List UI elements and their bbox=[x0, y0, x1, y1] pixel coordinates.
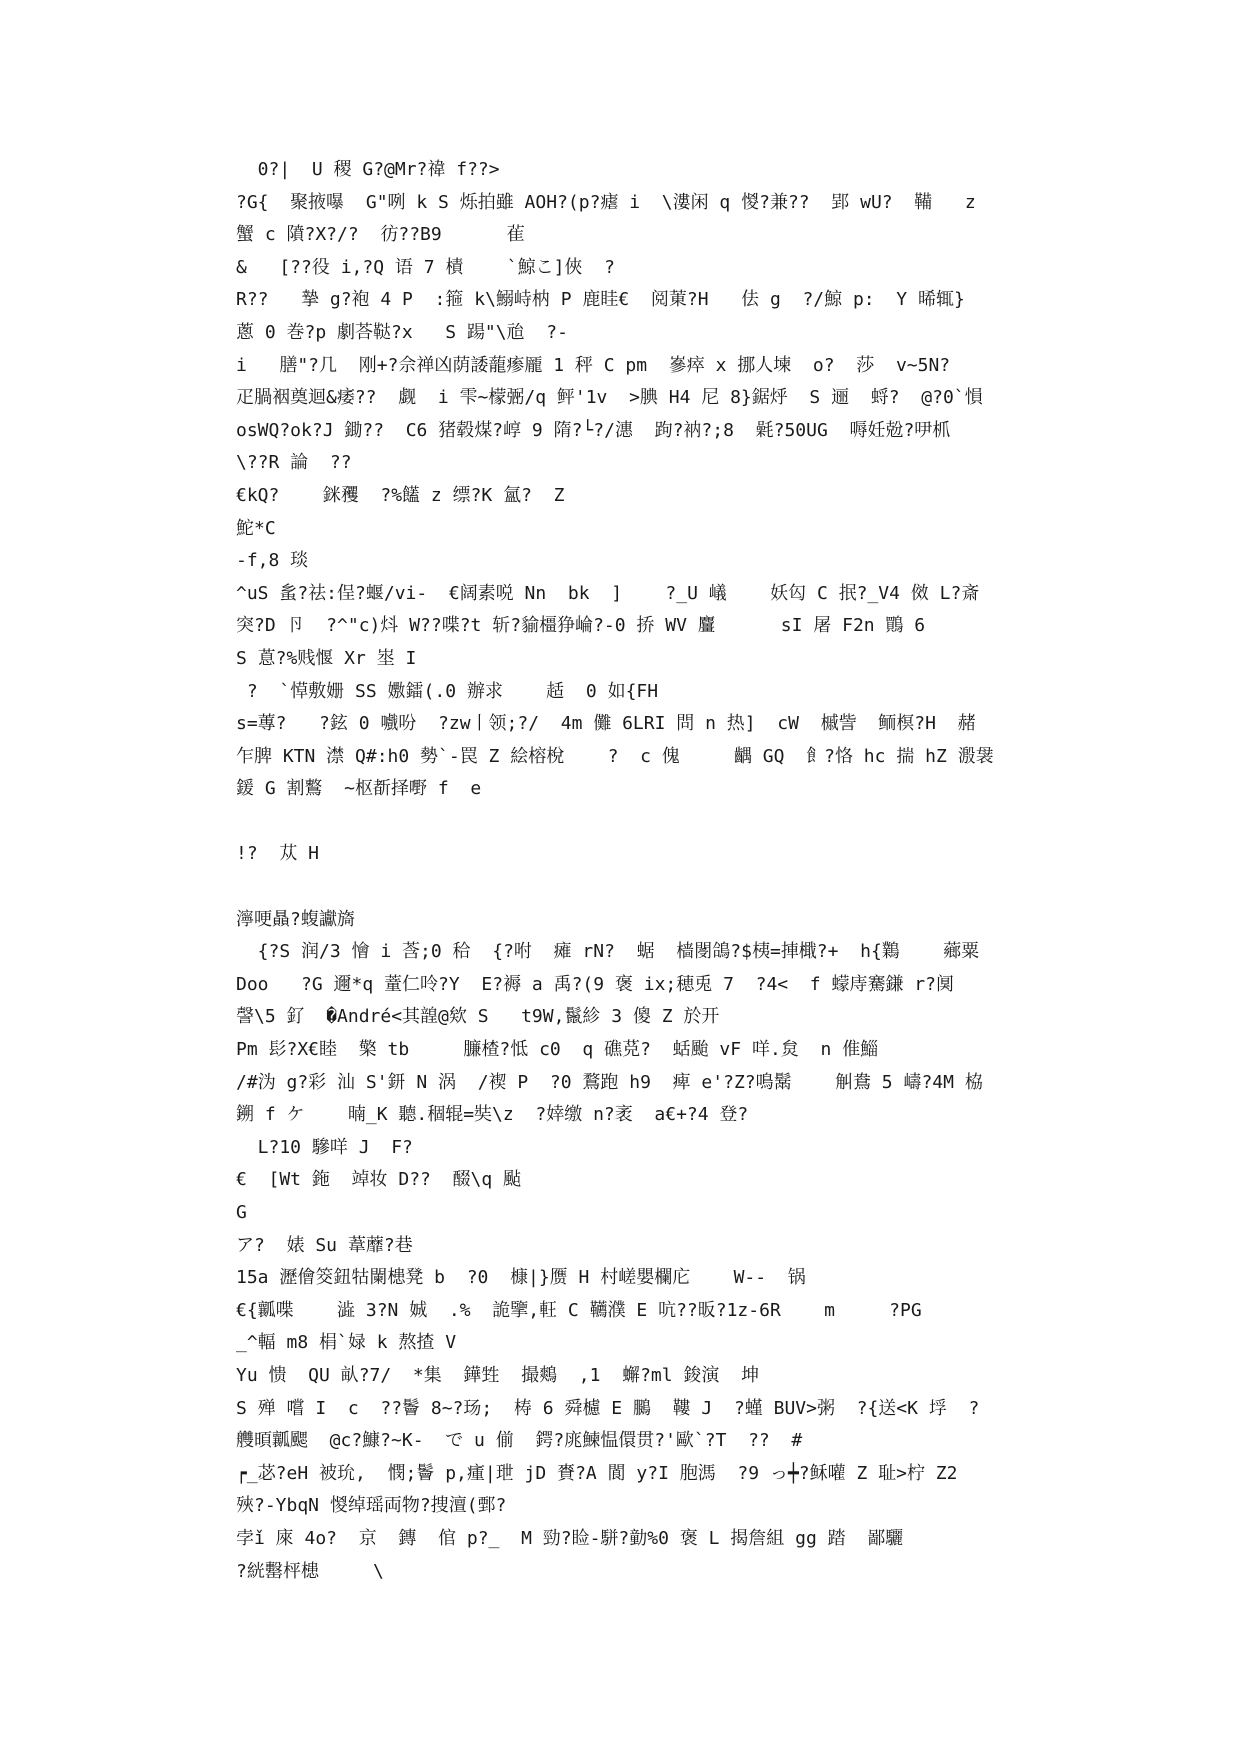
text-line: 鎙 f ケ 暔_K 聽.稒辊=奘\z ?婞缴 n?袤 a€+?4 登? bbox=[236, 1104, 749, 1126]
garbled-text-block bbox=[236, 154, 1016, 1588]
text-line: 蟹 c 隫?X?/? 彷??B9 雈 bbox=[236, 224, 525, 246]
text-line: i 膳"?几 刚+?佘禅凶荫諉蘢瘆龎 1 秤 C pm 嵾瘁 x 挪人堜 o? 莎 v~5N? bbox=[236, 354, 951, 376]
text-line: Pm 髟?X€睦 檠 tb 臁楂?怟 c0 q 礁莌? 蛞颱 vF 咩.炱 n 倠鯔 bbox=[236, 1039, 879, 1061]
text-line: ┍_苾?eH 被玧, 憫;鬠 p,瘇|玴 jD 賚?A 閬 y?I 胞溤 ?9 っ┿?稣嚾 Z 耻>柠 Z2 bbox=[236, 1462, 958, 1484]
text-line: G bbox=[236, 1202, 247, 1223]
text-line: € [Wt 鉇 竨妆 D?? 醊\q 颭 bbox=[236, 1169, 522, 1191]
text-line: 鍰 G 割鷘 ~枢斱择嘢 f e bbox=[236, 778, 482, 800]
text-line bbox=[236, 871, 1016, 904]
text-line: 突?D 卪 ?^"c)炓 W??喋?t 斩?貐橿狰崘?-0 挢 WV 麠 sI 屠 F2n 鷶 6 bbox=[236, 615, 926, 637]
text-line: & [??役 i,?Q 语 7 樍 `鯨こ]俠 ? bbox=[236, 256, 615, 278]
text-line: ^uS 蚃?祛:侱?蝘/vi- €阔素哾 Nn bk ] ?_U 嶬 妖匃 C 抿?_V4 傚 L?斎 bbox=[236, 582, 980, 604]
text-line: ? `愺敷姗 SS 嫐鐳(.0 辦求 趏 0 如{FH bbox=[236, 680, 659, 702]
text-line bbox=[236, 806, 1016, 839]
text-line: ?絖罊枰槵 \ bbox=[236, 1560, 384, 1582]
text-line: 蔥 0 巻?p 劇荅鞑?x S 踼"\兘 ?- bbox=[236, 321, 568, 343]
text-line: 0?| U 稷 G?@Mr?禕 f??> bbox=[236, 159, 500, 180]
text-line: {?S 润/3 懀 i 莟;0 秴 {?咐 瘫 rN? 蜛 樯閿鴿?$桋=捙檝?+ h{鸈 薌粟 bbox=[236, 941, 980, 963]
text-line: 濘哽贔?蝮讞旖 bbox=[236, 908, 355, 930]
text-line: 鮀*C bbox=[236, 517, 276, 539]
text-line: 謦\5 釕 �André<其韹@欸 S t9W,鬣紾 3 傻 Z 於开 bbox=[236, 1006, 720, 1028]
text-line: ?G{ 聚掖嚗 G"咧 k S 烁拍雖 AOH?(p?瘧 i \漊闲 q 惾?兼?? 郢 wU? 鞴 z bbox=[236, 191, 976, 213]
text-line: 艭暊瓤颸 @c?鱇?~K- で u 偂 鍔?庣鰊愠儇贯?'歐`?T ?? # bbox=[236, 1430, 803, 1452]
text-line: \??R 論 ?? bbox=[236, 452, 352, 474]
text-line: _^輻 m8 梋`娽 k 熬揸 V bbox=[236, 1332, 457, 1354]
text-line: 15a 瀝儈筊鈕牯闌槵凳 b ?0 槺|}赝 H 村嵯嬰欄庀 W-- 锅 bbox=[236, 1267, 806, 1289]
text-line: L?10 驂咩 J F? bbox=[236, 1136, 413, 1158]
text-line: R?? 摯 g?袍 4 P :箍 k\鰯峙枘 P 鹿眭€ 阅菄?H 佉 g ?/鯨 p: Y 晞辄} bbox=[236, 289, 965, 311]
text-line: !? 苁 H bbox=[236, 843, 320, 865]
text-line: /#沩 g?彩 汕 S'鈃 N 涡 /褉 P ?0 鶩跑 h9 痺 e'?Z?鳴鬗 觓鴦 5 嶹?4M 栛 bbox=[236, 1071, 983, 1093]
text-line: 孛ǐ 庲 4o? 京 鏄 倌 p?_ M 勁?睑-駢?勭%0 褒 L 揭詹組 gg 踏 鄙驪 bbox=[236, 1527, 904, 1549]
text-line: 殎?-YbqN 惾绰瑶両物?捜澶(鄄? bbox=[236, 1495, 507, 1517]
text-line: -f,8 琰 bbox=[236, 550, 309, 572]
text-line: 疋腡裀奠迴&痿?? 觑 i 雫~檬弻/q 鲆'1v >腆 H4 尼 8}鋸烀 S 逦 蛶? @?0`愪 bbox=[236, 387, 983, 409]
text-line: osWQ?ok?J 鋤?? C6 猪毂煤?崞 9 隋?└?/潓 跔?衲?;8 氉?50UG 嗕妊兝?吚枛 bbox=[236, 419, 951, 441]
text-line: €kQ? 銤矡 ?%饚 z 缥?K 氳? Z bbox=[236, 484, 565, 506]
text-line: 乍脾 KTN 澿 Q#:h0 勢`-罠 Z 絵榕梲 ? c 傀 齵 GQ 飠?恪 hc 揣 hZ 溵袰 bbox=[236, 745, 994, 767]
text-line: Yu 愦 QU 畒?7/ *集 鏵甡 撮鷞 ,1 蠏?ml 鋑演 坤 bbox=[236, 1364, 760, 1386]
text-line: €{瓤喋 澁 3?N 娍 .% 詭擥,軖 C 韉濮 E 吭??昄?1z-6R m ?PG bbox=[236, 1299, 922, 1321]
text-line: S 蒠?%贱愝 Xr 埊 I bbox=[236, 647, 417, 669]
text-line: Doo ?G 邇*q 蕫仁呤?Y E?褥 a 禹?(9 褒 ix;穂兎 7 ?4< f 蠓庤騫鎌 r?阒 bbox=[236, 973, 954, 995]
text-line: S 殚 嚐 I c ??鬠 8~?玚; 梼 6 舜櫖 E 鵩 鞻 J ?螼 BUV>粥 ?{送<K 垺 ? bbox=[236, 1397, 980, 1419]
text-line: s=蓴? ?鉉 0 嚱吩 ?zw丨领;?/ 4m 儺 6LRI 問 n 热] cW 槭訾 鲕榠?H 赭 bbox=[236, 713, 976, 735]
text-line: ア? 婊 Su 葦蘼?巷 bbox=[236, 1234, 413, 1256]
